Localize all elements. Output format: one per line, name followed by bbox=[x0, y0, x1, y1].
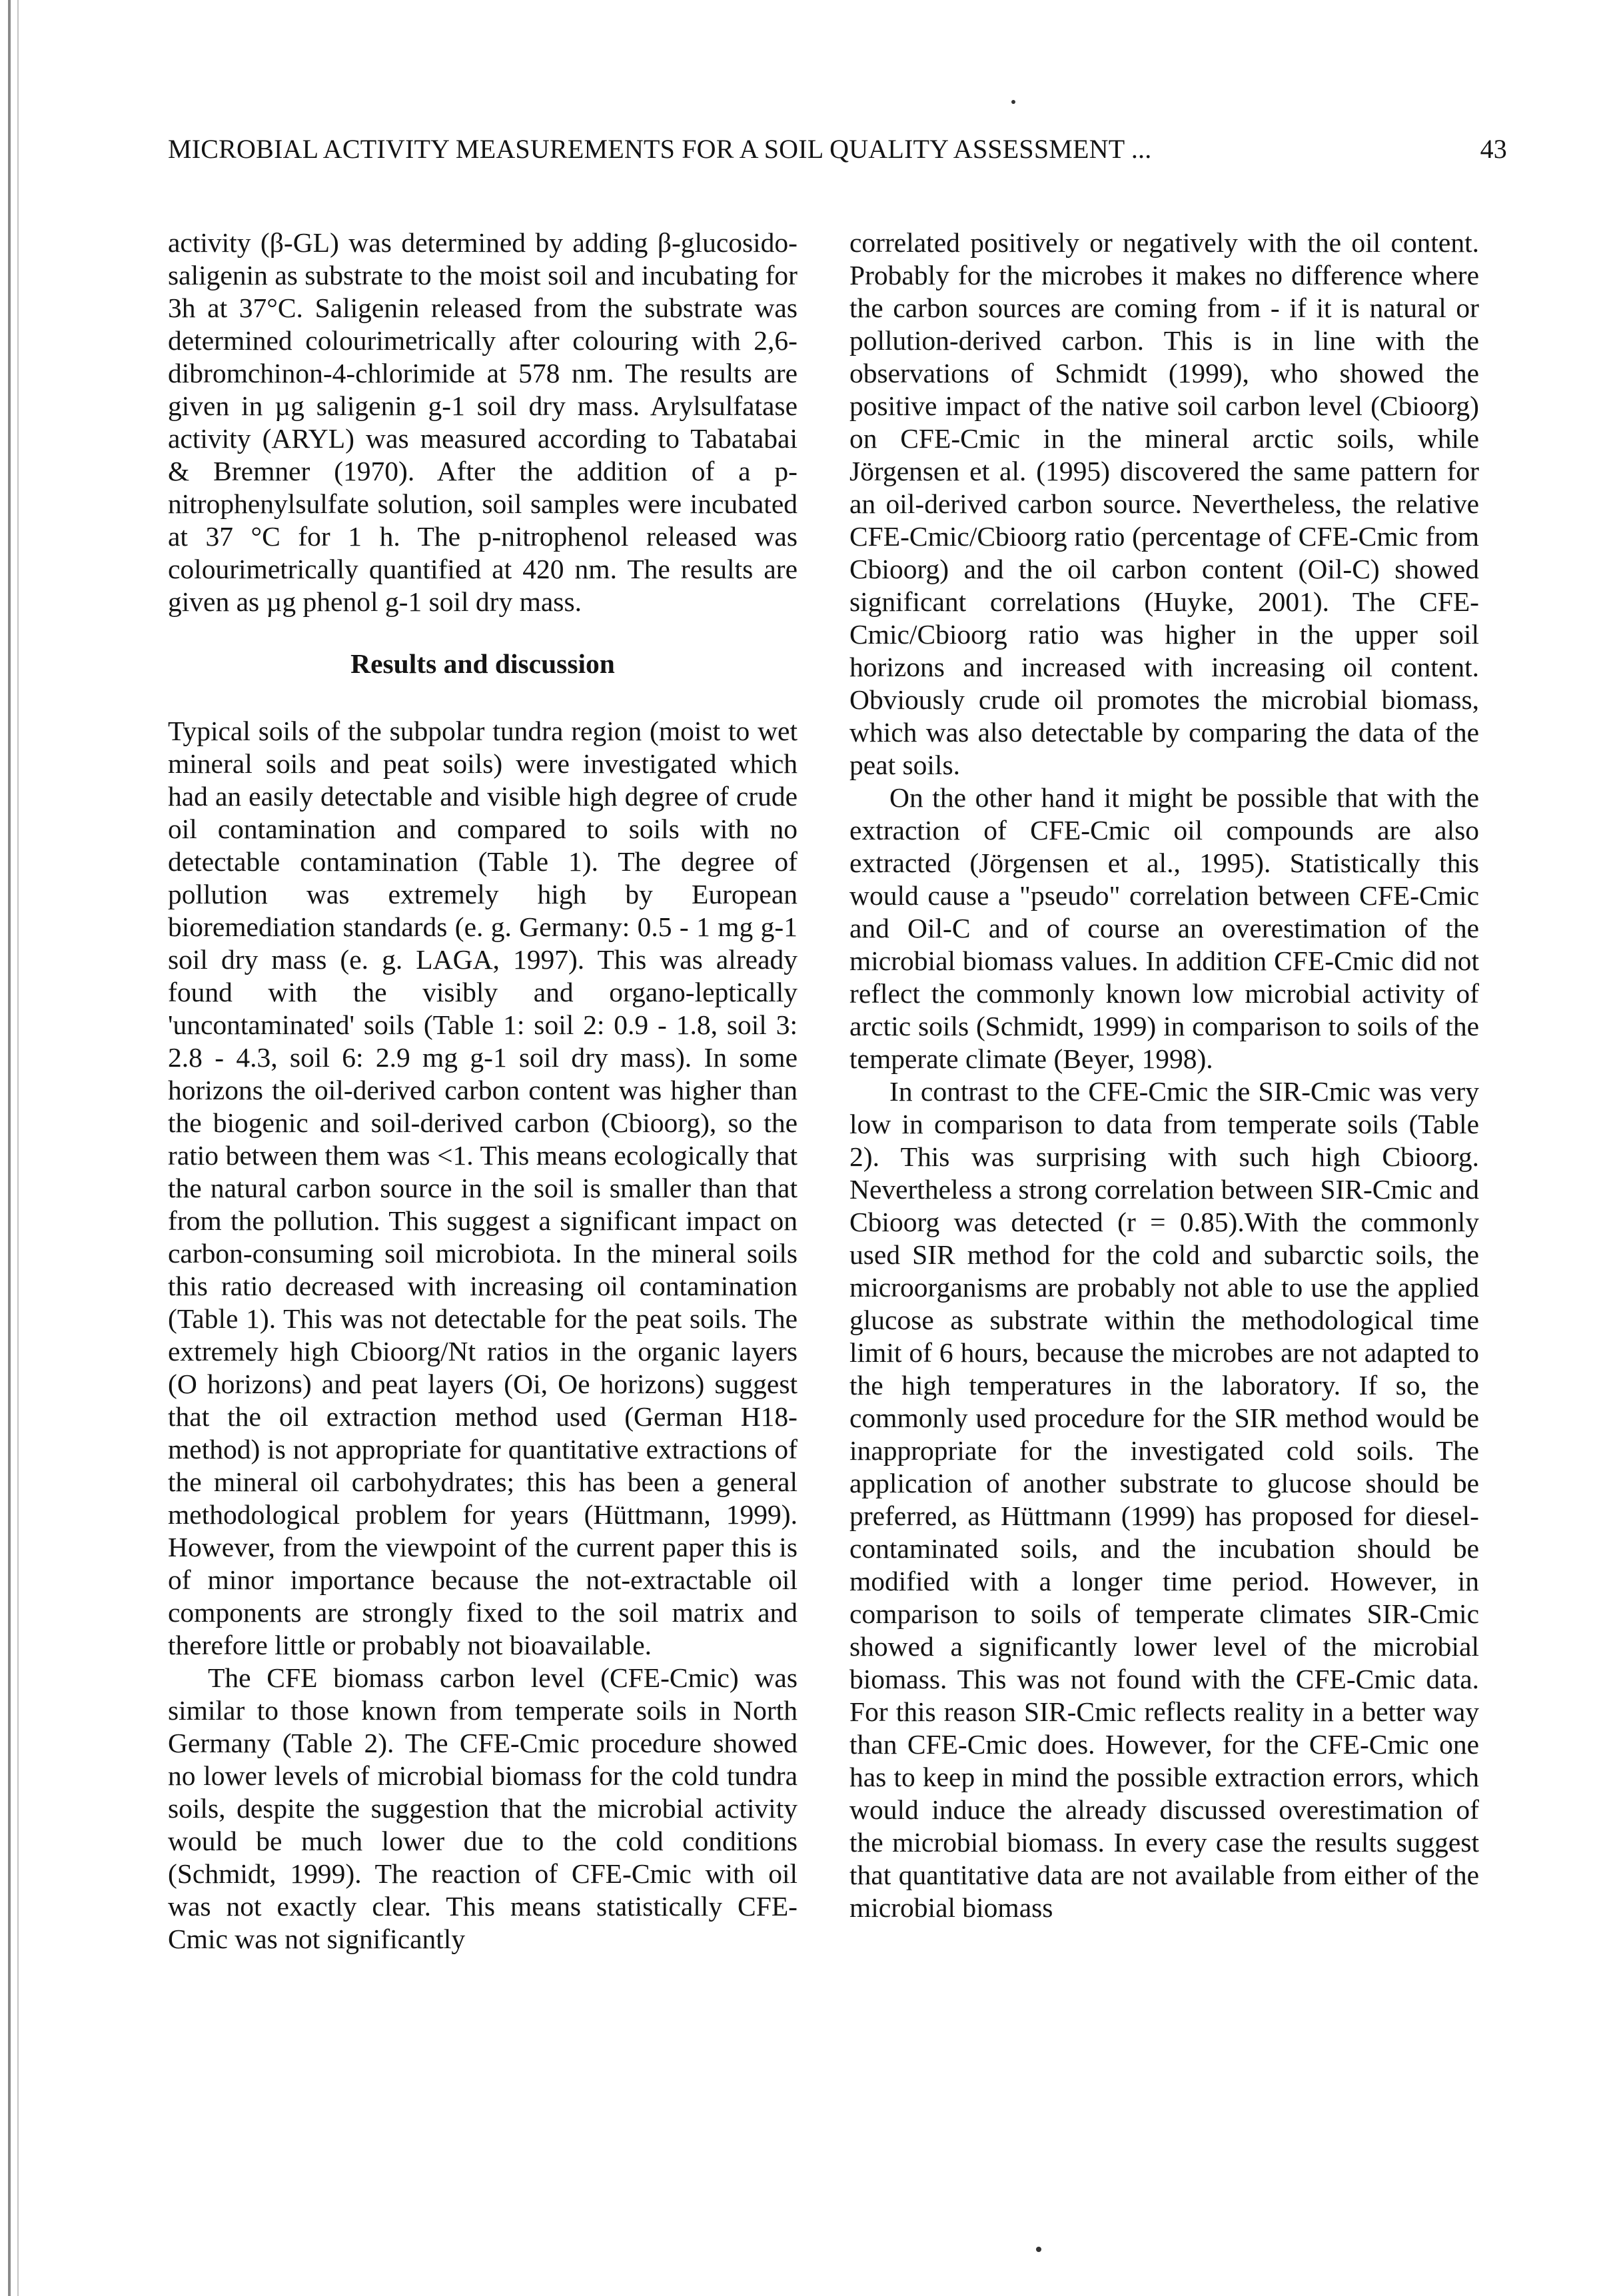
page-number: 43 bbox=[1480, 134, 1507, 164]
scan-speck bbox=[1036, 2247, 1041, 2252]
left-column bbox=[168, 227, 798, 1956]
running-header bbox=[168, 133, 1507, 173]
intro-paragraph: activity (β-GL) was determined by adding β-glucosido-saligenin as substrate to the moist soil and incubating for 3h at 37°C. Saligenin released from the substrate was determined colourimetrically after colouring with 2,6-dibromchinon-4-chlorimide at 578 nm. The results are given in µg saligenin g-1 soil dry mass. Arylsulfatase activity (ARYL) was measured according to Tabatabai & Bremner (1970). After the addition of a p-nitrophenylsulfate solution, soil samples were incubated at 37 °C for 1 h. The p-nitrophenol released was colourimetrically quantified at 420 nm. The results are given as µg phenol g-1 soil dry mass. bbox=[168, 227, 798, 617]
discussion-paragraph-1: correlated positively or negatively with the oil content. Probably for the microbes it makes no difference where the carbon sources are coming from - if it is natural or pollution-derived carbon. This is in line with the observations of Schmidt (1999), who showed the positive impact of the native soil carbon level (Cbioorg) on CFE-Cmic in the mineral arctic soils, while Jörgensen et al. (1995) discovered the same pattern for an oil-derived carbon source. Nevertheless, the relative CFE-Cmic/Cbioorg ratio (percentage of CFE-Cmic from Cbioorg) and the oil carbon content (Oil-C) showed significant correlations (Huyke, 2001). The CFE-Cmic/Cbioorg ratio was higher in the upper soil horizons and increased with increasing oil content. Obviously crude oil promotes the microbial biomass, which was also detectable by comparing the data of the peat soils. bbox=[849, 227, 1479, 780]
right-column bbox=[849, 227, 1479, 1924]
scan-speck bbox=[1011, 100, 1015, 104]
section-heading: Results and discussion bbox=[350, 648, 615, 679]
discussion-paragraph-3: In contrast to the CFE-Cmic the SIR-Cmic was very low in comparison to data from temperate soils (Table 2). This was surprising with such high Cbioorg. Nevertheless a strong correlation between SIR-Cmic and Cbioorg was detected (r = 0.85).With the commonly used SIR method for the cold and subarctic soils, the microorganisms are probably not able to use the applied glucose as substrate within the methodological time limit of 6 hours, because the microbes are not adapted to the high temperatures in the laboratory. If so, the commonly used procedure for the SIR method would be inappropriate for the investigated cold soils. The application of another substrate to glucose should be preferred, as Hüttmann (1999) has proposed for diesel-contaminated soils, and the incubation should be modified with a longer time period. However, in comparison to soils of temperate climates SIR-Cmic showed a significantly lower level of the microbial biomass. This was not found with the CFE-Cmic data. For this reason SIR-Cmic reflects reality in a better way than CFE-Cmic does. However, for the CFE-Cmic one has to keep in mind the possible extraction errors, which would induce the already discussed overestimation of the microbial biomass. In every case the results suggest that quantitative data are not available from either of the microbial biomass bbox=[849, 1076, 1479, 1923]
binding-edge-line bbox=[8, 0, 11, 2296]
results-paragraph-1: Typical soils of the subpolar tundra region (moist to wet mineral soils and peat soils) were investigated which had an easily detectable and visible high degree of crude oil contamination and compared to soils with no detectable contamination (Table 1). The degree of pollution was extremely high by European bioremediation standards (e. g. Germany: 0.5 - 1 mg g-1 soil dry mass (e. g. LAGA, 1997). This was already found with the visibly and organo-leptically 'uncontaminated' soils (Table 1: soil 2: 0.9 - 1.8, soil 3: 2.8 - 4.3, soil 6: 2.9 mg g-1 soil dry mass). In some horizons the oil-derived carbon content was higher than the biogenic and soil-derived carbon (Cbioorg), so the ratio between them was <1. This means ecologically that the natural carbon source in the soil is smaller than that from the pollution. This suggest a significant impact on carbon-consuming soil microbiota. In the mineral soils this ratio decreased with increasing oil contamination (Table 1). This was not detectable for the peat soils. The extremely high Cbioorg/Nt ratios in the organic layers (O horizons) and peat layers (Oi, Oe horizons) suggest that the oil extraction method used (German H18-method) is not appropriate for quantitative extractions of the mineral oil carbohydrates; this has been a general methodological problem for years (Hüttmann, 1999). However, from the viewpoint of the current paper this is of minor importance because the not-extractable oil components are strongly fixed to the soil matrix and therefore little or probably not bioavailable. bbox=[168, 716, 798, 1660]
results-paragraph-2: The CFE biomass carbon level (CFE-Cmic) was similar to those known from temperate soils in North Germany (Table 2). The CFE-Cmic procedure showed no lower levels of microbial biomass for the cold tundra soils, despite the suggestion that the microbial activity would be much lower due to the cold conditions (Schmidt, 1999). The reaction of CFE-Cmic with oil was not exactly clear. This means statistically CFE-Cmic was not significantly bbox=[168, 1662, 798, 1954]
binding-edge-shadow bbox=[17, 0, 19, 2296]
discussion-paragraph-2: On the other hand it might be possible that with the extraction of CFE-Cmic oil compounds are also extracted (Jörgensen et al., 1995). Statistically this would cause a "pseudo" correlation between CFE-Cmic and Oil-C and of course an overestimation of the microbial biomass values. In addition CFE-Cmic did not reflect the commonly known low microbial activity of arctic soils (Schmidt, 1999) in comparison to soils of the temperate climate (Beyer, 1998). bbox=[849, 782, 1479, 1074]
running-title: MICROBIAL ACTIVITY MEASUREMENTS FOR A SOIL QUALITY ASSESSMENT ... bbox=[168, 134, 1152, 164]
